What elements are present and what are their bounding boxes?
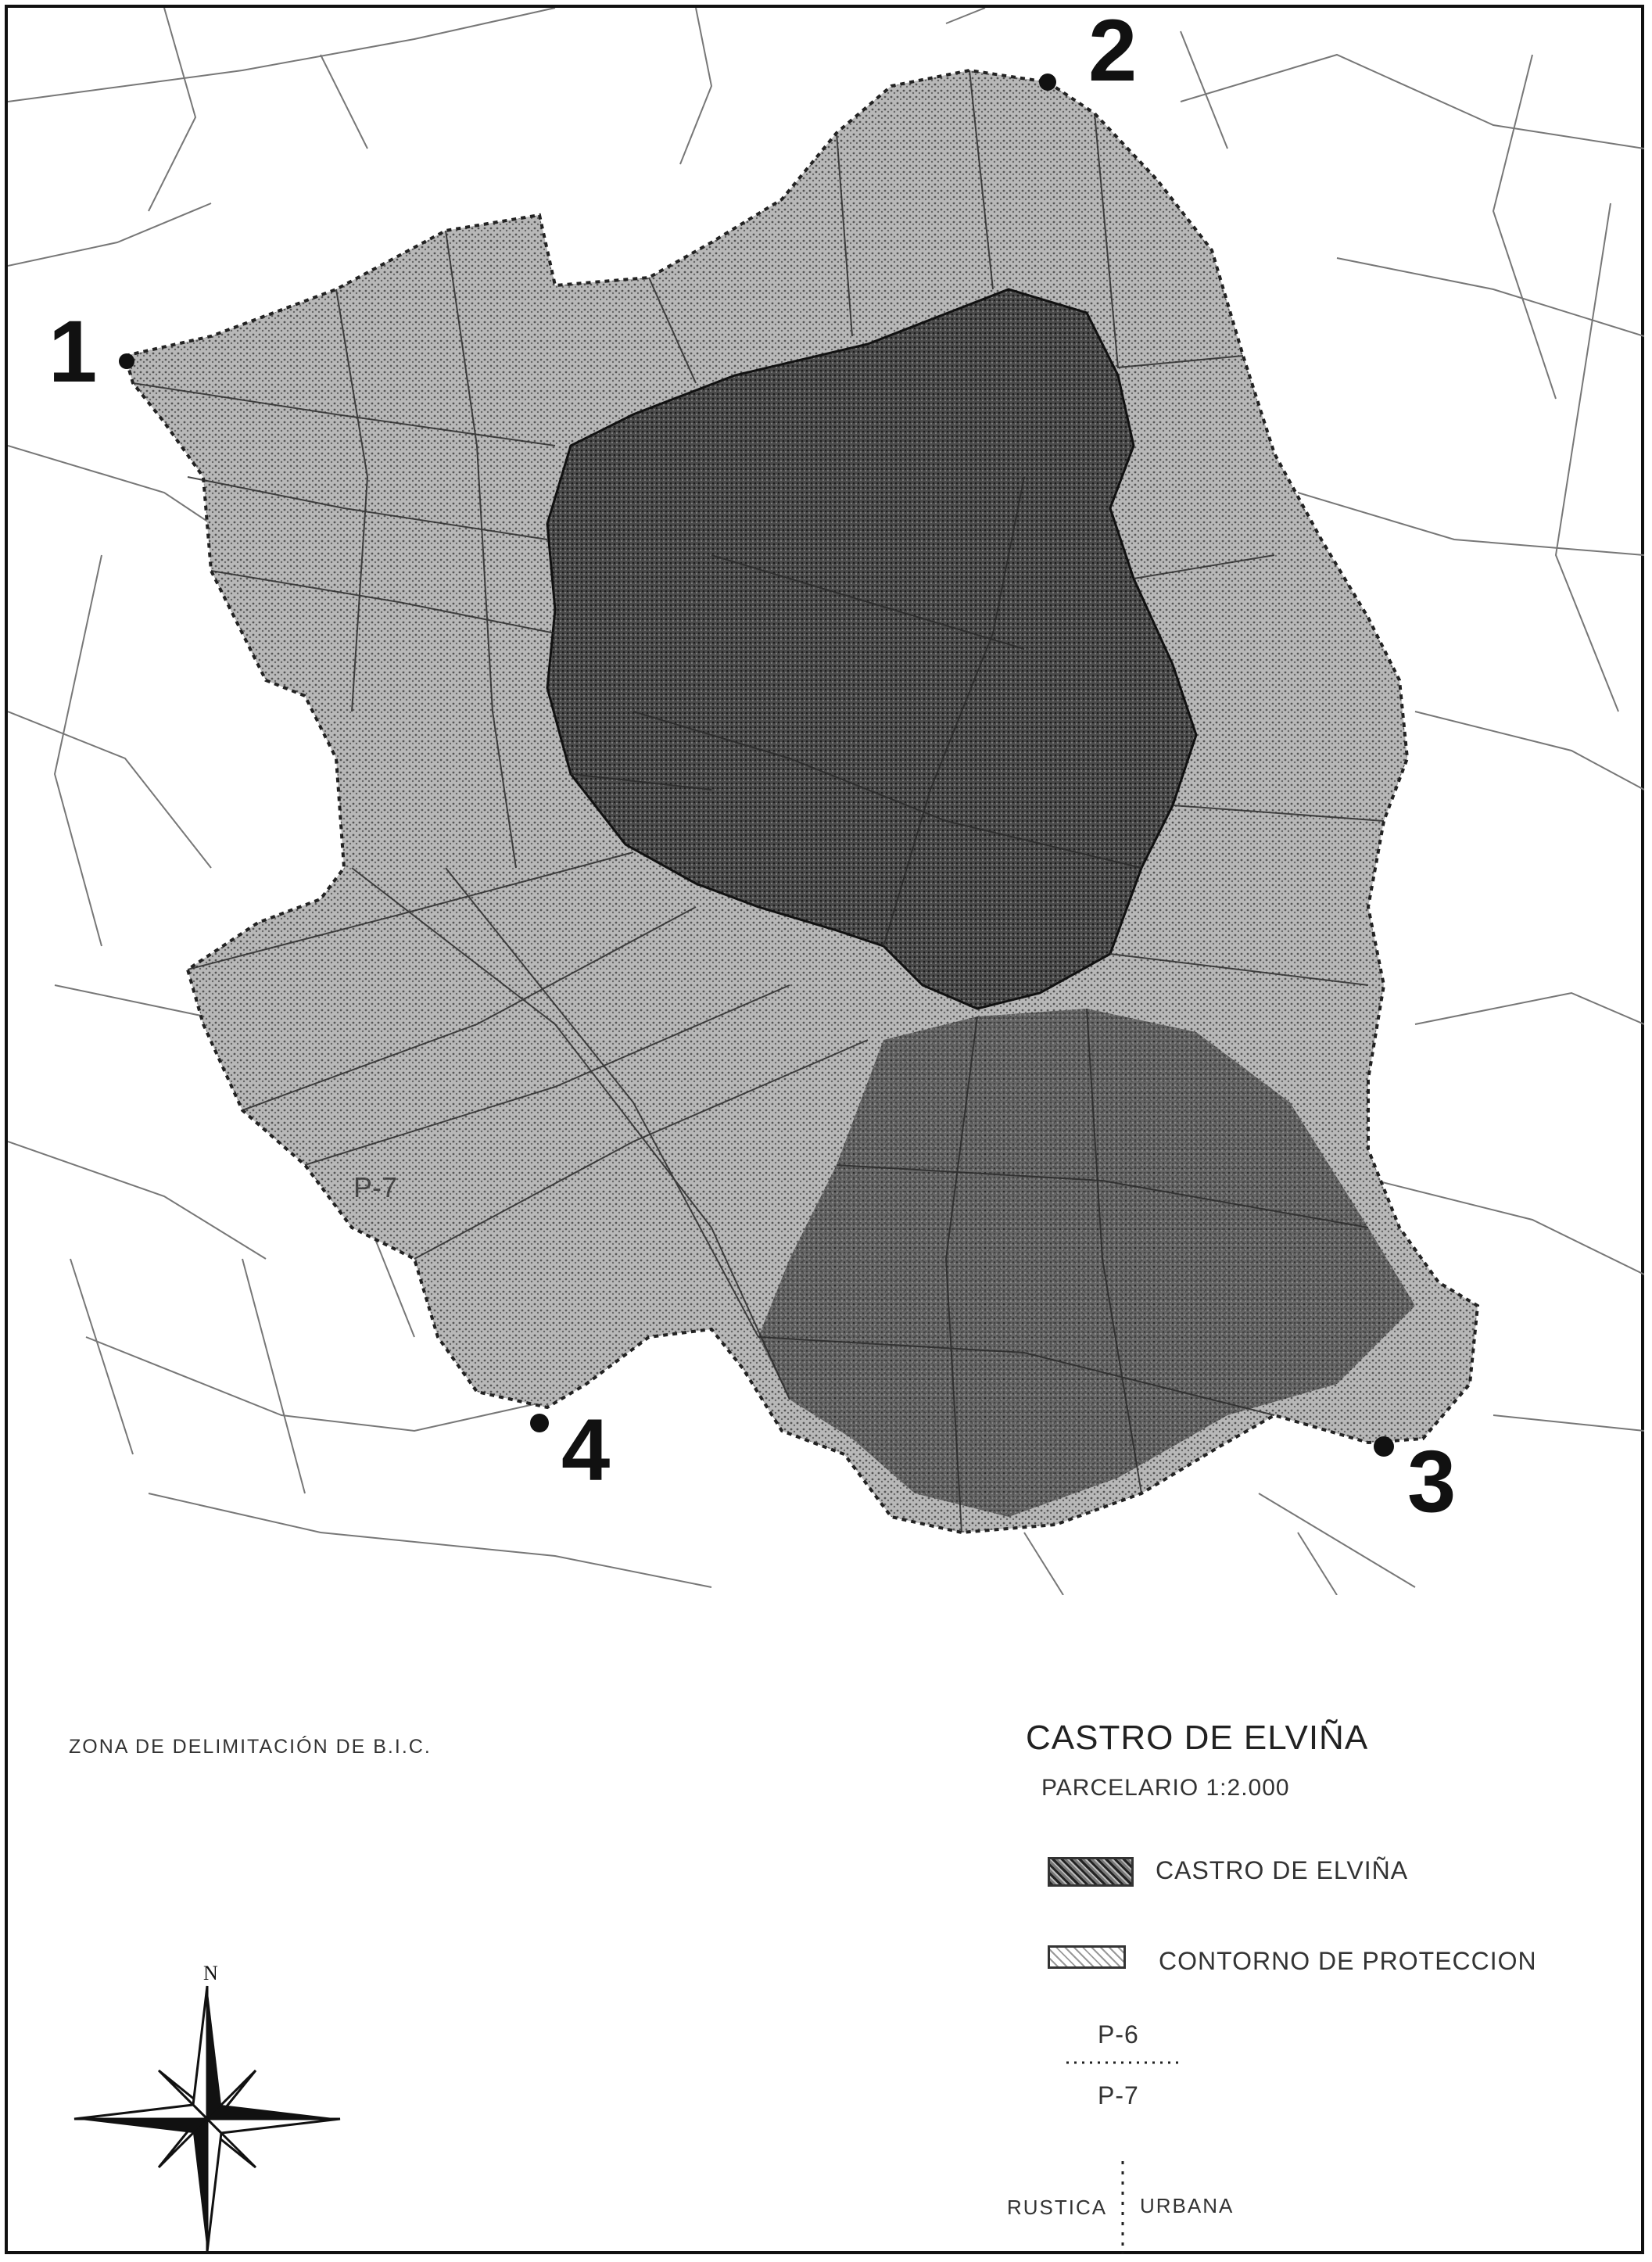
survey-point-3-marker [1374, 1436, 1394, 1457]
cadastral-map [8, 8, 1644, 1595]
survey-point-4-marker [530, 1414, 549, 1432]
survey-point-4-label: 4 [561, 1401, 611, 1499]
compass-rose-icon [63, 1963, 352, 2252]
legend-urbana: URBANA [1140, 2194, 1235, 2217]
legend-label-contour: CONTORNO DE PROTECCION [1159, 1947, 1537, 1975]
survey-point-3-label: 3 [1407, 1432, 1457, 1530]
legend-rustica-urbana-divider [1120, 2161, 1126, 2253]
survey-point-2-label: 2 [1088, 2, 1138, 99]
survey-point-2-marker [1039, 73, 1056, 91]
compass-north-label: N [203, 1963, 218, 1984]
legend-boundary-dotted-line [1066, 2059, 1180, 2066]
legend-boundary-top: P-6 [1098, 2020, 1139, 2049]
delimitation-caption: ZONA DE DELIMITACIÓN DE B.I.C. [69, 1736, 432, 1758]
map-title: CASTRO DE ELVIÑA [1026, 1719, 1369, 1757]
survey-point-1-marker [119, 353, 134, 369]
legend-swatch-contour [1048, 1945, 1126, 1969]
legend-boundary-bottom: P-7 [1098, 2081, 1139, 2110]
survey-point-1-label: 1 [48, 303, 98, 400]
zone-label-p7: P-7 [353, 1171, 398, 1203]
map-subtitle: PARCELARIO 1:2.000 [1041, 1775, 1290, 1801]
legend-swatch-castro [1048, 1857, 1134, 1887]
legend-rustica: RUSTICA [1007, 2196, 1108, 2219]
legend-label-castro: CASTRO DE ELVIÑA [1156, 1856, 1409, 1884]
